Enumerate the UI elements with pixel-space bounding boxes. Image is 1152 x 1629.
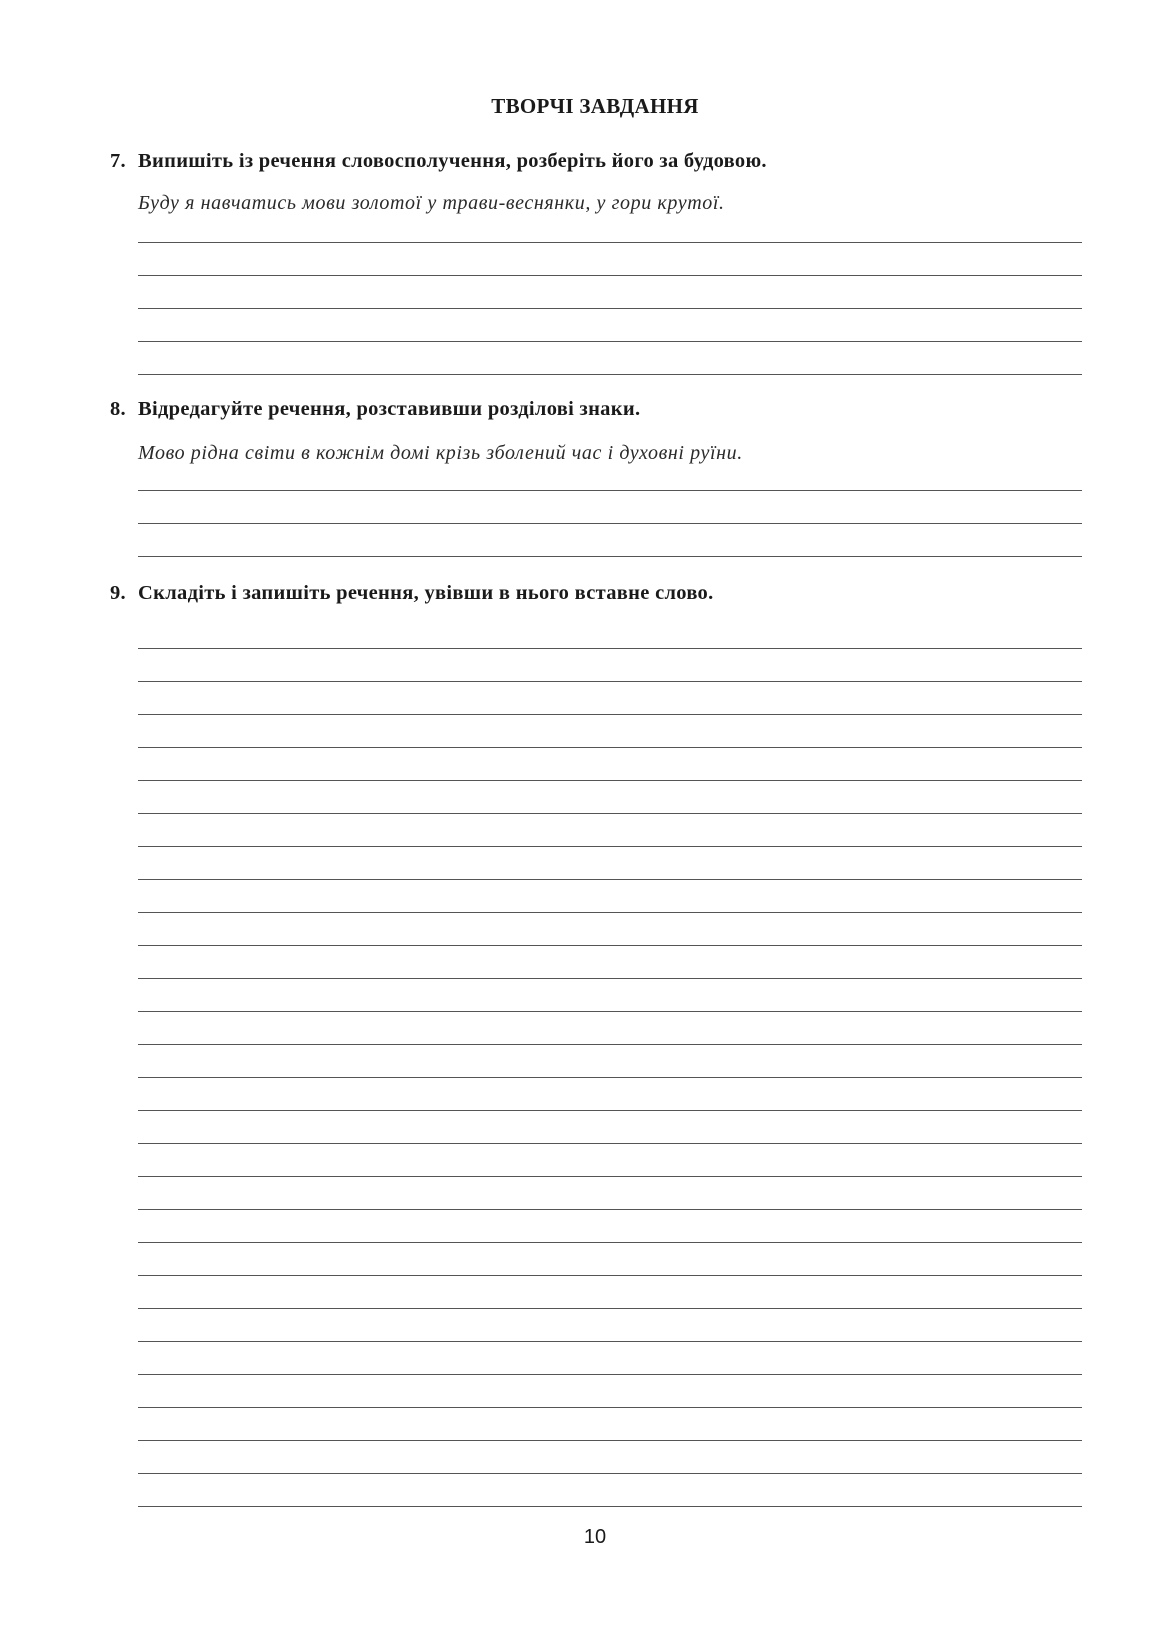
answer-line[interactable] <box>138 780 1082 781</box>
task-8-example-sentence: Мово рідна світи в кожнім домі крізь зболений час і духовні руїни. <box>138 442 743 464</box>
answer-line[interactable] <box>138 1044 1082 1045</box>
answer-line[interactable] <box>138 341 1082 342</box>
answer-line[interactable] <box>138 1341 1082 1342</box>
answer-line[interactable] <box>138 1143 1082 1144</box>
answer-line[interactable] <box>138 490 1082 491</box>
answer-line[interactable] <box>138 556 1082 557</box>
answer-line[interactable] <box>138 1242 1082 1243</box>
answer-line[interactable] <box>138 308 1082 309</box>
answer-line[interactable] <box>138 275 1082 276</box>
answer-line[interactable] <box>138 1473 1082 1474</box>
answer-line[interactable] <box>138 879 1082 880</box>
answer-line[interactable] <box>138 1407 1082 1408</box>
task-8-instruction: Відредагуйте речення, розставивши розділові знаки. <box>138 398 641 420</box>
task-7-instruction: Випишіть із речення словосполучення, розберіть його за будовою. <box>138 150 767 172</box>
answer-line[interactable] <box>138 747 1082 748</box>
task-9-instruction: Складіть і запишіть речення, увівши в нього вставне слово. <box>138 582 714 604</box>
answer-line[interactable] <box>138 1077 1082 1078</box>
answer-line[interactable] <box>138 846 1082 847</box>
answer-line[interactable] <box>138 1374 1082 1375</box>
answer-line[interactable] <box>138 714 1082 715</box>
answer-line[interactable] <box>138 1011 1082 1012</box>
section-title: ТВОРЧІ ЗАВДАННЯ <box>491 94 699 118</box>
answer-line[interactable] <box>138 1209 1082 1210</box>
answer-line[interactable] <box>138 648 1082 649</box>
task-7-number: 7. <box>110 150 126 172</box>
answer-line[interactable] <box>138 1308 1082 1309</box>
answer-line[interactable] <box>138 681 1082 682</box>
task-7-example-sentence: Буду я навчатись мови золотої у трави-веснянки, у гори крутої. <box>138 192 725 214</box>
answer-line[interactable] <box>138 813 1082 814</box>
task-8-heading <box>110 398 640 421</box>
answer-line[interactable] <box>138 523 1082 524</box>
page-number: 10 <box>583 1526 607 1548</box>
answer-line[interactable] <box>138 945 1082 946</box>
answer-line[interactable] <box>138 242 1082 243</box>
answer-line[interactable] <box>138 1440 1082 1441</box>
answer-line[interactable] <box>138 912 1082 913</box>
task-7-heading <box>110 150 767 173</box>
answer-line[interactable] <box>138 978 1082 979</box>
answer-line[interactable] <box>138 374 1082 375</box>
task-9-number: 9. <box>110 582 126 604</box>
answer-line[interactable] <box>138 1275 1082 1276</box>
answer-line[interactable] <box>138 1176 1082 1177</box>
answer-line[interactable] <box>138 1506 1082 1507</box>
task-8-number: 8. <box>110 398 126 420</box>
answer-line[interactable] <box>138 1110 1082 1111</box>
task-9-heading <box>110 582 714 605</box>
